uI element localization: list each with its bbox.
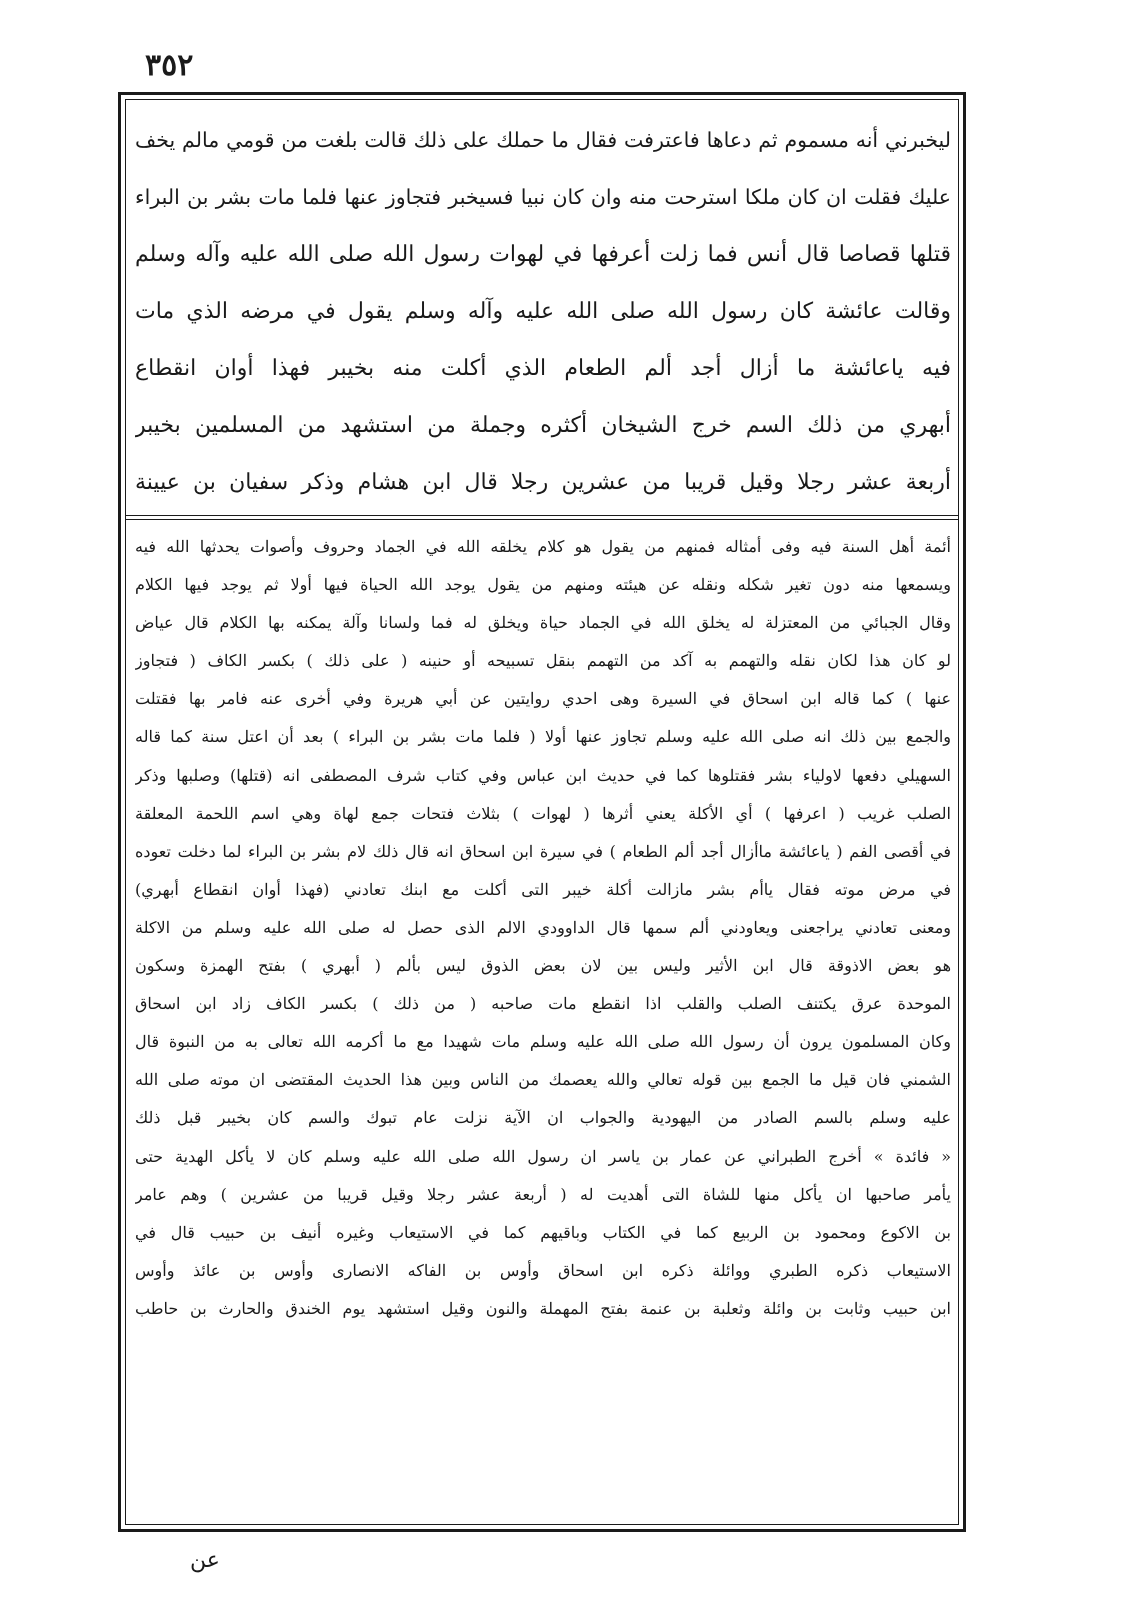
- main-text-line: عليك فقلت ان كان ملكا استرحت منه وان كان نبيا فسيخبر فتجاوز عنها فلما مات بشر بن البراء: [135, 185, 951, 209]
- main-text-block: [135, 112, 951, 511]
- main-text-line: ليخبرني أنه مسموم ثم دعاها فاعترفت فقال ما حملك على ذلك قالت بلغت من قومي مالم يخف: [135, 128, 951, 152]
- section-divider-top: [125, 515, 959, 516]
- commentary-line: وقال الجبائي من المعتزلة له يخلق الله في الجماد حياة ويخلق له فما ولسانا وآلة يمكنه بها الكلام قال عياض: [135, 613, 951, 633]
- commentary-line: والجمع بين ذلك انه صلى الله عليه وسلم تجاوز عنها أولا ( فلما مات بشر بن البراء ) بعد أن اعتل سنة كما قاله: [135, 727, 951, 747]
- commentary-line: ابن حبيب وثابت بن وائلة وثعلبة بن عنمة بفتح المهملة والنون وقيل استشهد يوم الخندق والحارث بن حاطب: [135, 1298, 951, 1318]
- page-number: ٣٥٢: [145, 48, 194, 83]
- commentary-line: الاستيعاب ذكره الطبري ووائلة ذكره ابن اسحاق وأوس بن الفاكه الانصارى وأوس بن عائذ وأوس: [135, 1260, 951, 1280]
- commentary-line: أئمة أهل السنة فيه وفى أمثاله فمنهم من يقول هو كلام يخلقه الله في الجماد وحروف وأصوات يحدثها الله فيه: [135, 537, 951, 556]
- commentary-line: في أقصى الفم ( ياعائشة ماأزال أجد ألم الطعام ) في سيرة ابن اسحاق انه قال ذلك لام بشر بن البراء لما دخلت تعوده: [135, 841, 951, 861]
- commentary-block: [135, 528, 951, 1328]
- commentary-line: في مرض موته فقال ياأم بشر مازالت أكلة خيبر التى أكلت مع ابنك تعادني (فهذا أوان انقطاع أبهري): [135, 879, 951, 899]
- commentary-line: الشمني فان قيل ما الجمع بين قوله تعالي والله يعصمك من الناس وبين هذا الحديث المقتضى ان موته صلى الله: [135, 1070, 951, 1090]
- section-divider-bottom: [125, 519, 959, 520]
- catchword: عن: [190, 1548, 220, 1573]
- commentary-line: الصلب غريب ( اعرفها ) أي الأكلة يعني أثرها ( لهوات ) بثلاث فتحات جمع لهاة وهي اسم اللحمة المعلقة: [135, 803, 951, 823]
- commentary-line: عنها ) كما قاله ابن اسحاق في السيرة وهى احدي روايتين عن أبي هريرة وفي أخرى عنه فامر بها فقتلت: [135, 689, 951, 709]
- commentary-line: السهيلي دفعها لاولياء بشر فقتلوها كما في حديث ابن عباس وفي كتاب شرف المصطفى انه (قتلها) وصلبها وذكر: [135, 765, 951, 785]
- main-text-line: فيه ياعائشة ما أزال أجد ألم الطعام الذي أكلت منه بخيبر فهذا أوان انقطاع: [135, 356, 951, 381]
- main-text-line: أبهري من ذلك السم خرج الشيخان أكثره وجملة من استشهد من المسلمين بخيبر: [135, 413, 951, 438]
- commentary-line: هو بعض الاذوقة قال ابن الأثير وليس بين لان بعض الذوق ليس بألم ( أبهري ) بفتح الهمزة وسكون: [135, 956, 951, 976]
- main-text-line: أربعة عشر رجلا وقيل قريبا من عشرين رجلا قال ابن هشام وذكر سفيان بن عيينة: [135, 470, 951, 495]
- commentary-line: لو كان هذا لكان نقله والتهمم به آكد من التهمم بنقل تسبيحه أو حنينه ( على ذلك ) بكسر الكاف ( فتجاوز: [135, 651, 951, 671]
- main-text-line: قتلها قصاصا قال أنس فما زلت أعرفها في لهوات رسول الله صلى الله عليه وآله وسلم: [135, 242, 951, 267]
- commentary-line: الموحدة عرق يكتنف الصلب والقلب اذا انقطع مات صاحبه ( من ذلك ) بكسر الكاف زاد ابن اسحاق: [135, 994, 951, 1014]
- commentary-line: « فائدة » أخرج الطبراني عن عمار بن ياسر ان رسول الله صلى الله عليه وسلم كان لا يأكل الهدية حتى: [135, 1146, 951, 1166]
- commentary-line: ويسمعها منه دون تغير شكله ونقله عن هيئته ومنهم من يقول يوجد الله الحياة فيها أولا ثم يوجد فيها الكلام: [135, 575, 951, 595]
- commentary-line: ومعنى تعادني يراجعنى ويعاودني ألم سمها قال الداوودي الالم الذى حصل له صلى الله عليه وسلم من الاكلة: [135, 917, 951, 937]
- commentary-line: عليه وسلم بالسم الصادر من اليهودية والجواب ان الآية نزلت عام تبوك والسم كان بخيبر قبل ذلك: [135, 1108, 951, 1128]
- main-text-line: وقالت عائشة كان رسول الله صلى الله عليه وآله وسلم يقول في مرضه الذي مات: [135, 299, 951, 324]
- commentary-line: بن الاكوع ومحمود بن الربيع كما في الكتاب وباقيهم كما في الاستيعاب وغيره أنيف بن حبيب قال في: [135, 1222, 951, 1242]
- commentary-line: يأمر صاحبها ان يأكل منها للشاة التى أهديت له ( أربعة عشر رجلا وقيل قريبا من عشرين ) وهم عامر: [135, 1184, 951, 1204]
- commentary-line: وكان المسلمون يرون أن رسول الله صلى الله عليه وسلم مات شهيدا مع ما أكرمه الله تعالى به من النبوة قال: [135, 1032, 951, 1052]
